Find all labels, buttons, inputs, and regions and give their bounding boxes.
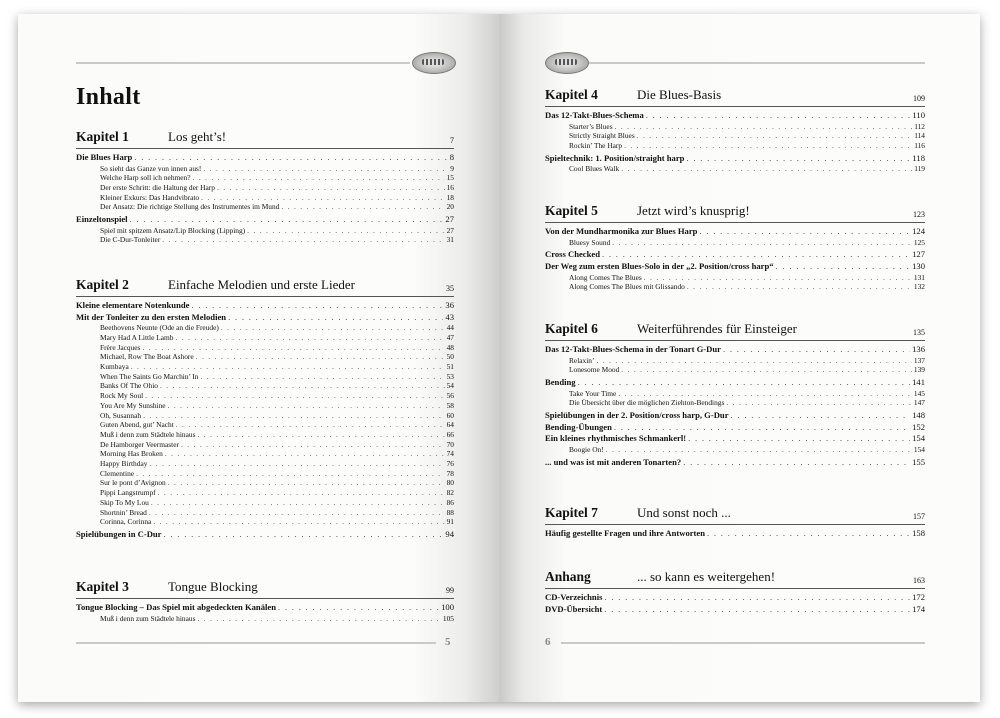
dot-leader xyxy=(726,398,912,407)
entry-page-number: 136 xyxy=(912,344,925,354)
chapter-heading xyxy=(76,274,454,297)
dot-leader xyxy=(151,498,445,507)
toc-subentry xyxy=(100,440,454,450)
dot-leader xyxy=(162,235,444,244)
dot-leader xyxy=(142,343,444,352)
entry-title: Häufig gestellte Fragen und ihre Antworten xyxy=(545,528,706,538)
dot-leader xyxy=(131,362,445,371)
chapter-label: Anhang xyxy=(545,569,591,584)
page-number: 5 xyxy=(445,636,451,648)
entry-page-number: 137 xyxy=(913,355,925,365)
entry-title: Von der Mundharmonika zur Blues Harp xyxy=(545,226,698,236)
chapter-page-number: 163 xyxy=(913,576,925,585)
chapter-page-number: 135 xyxy=(913,328,925,337)
dot-leader xyxy=(143,411,445,420)
entry-title: Clementine xyxy=(100,468,135,478)
entry-title: You Are My Sunshine xyxy=(100,400,166,410)
harmonica-icon xyxy=(412,52,456,74)
toc-section xyxy=(545,344,925,356)
dot-leader xyxy=(686,153,910,163)
chapter-title: Los geht’s! xyxy=(168,129,227,144)
chapter-heading xyxy=(545,318,925,341)
dot-leader xyxy=(687,282,912,291)
dot-leader xyxy=(637,131,912,140)
entry-page-number: 172 xyxy=(912,592,925,602)
left-page xyxy=(18,14,499,702)
entry-title: Die Übersicht über die möglichen Ziehton-Bendings xyxy=(569,398,725,408)
entry-title: Kumbaya xyxy=(100,362,129,371)
entry-page-number: 91 xyxy=(446,517,454,527)
toc-subentry xyxy=(100,449,454,459)
entry-title: Take Your Time xyxy=(569,388,617,398)
dot-leader xyxy=(281,202,444,211)
top-rule xyxy=(589,62,925,64)
entry-page-number: 147 xyxy=(913,398,925,408)
chapter-title: Und sonst noch ... xyxy=(637,505,731,520)
entry-title: Einzeltonspiel xyxy=(76,214,128,225)
dot-leader xyxy=(217,183,445,192)
toc-subentry xyxy=(100,488,454,498)
entry-title: Ein kleines rhythmisches Schmankerl! xyxy=(545,433,687,444)
bottom-rule xyxy=(76,642,436,644)
entry-page-number: 116 xyxy=(914,141,925,150)
chapter-title: Weiterführendes für Einsteiger xyxy=(637,321,797,336)
bottom-rule xyxy=(561,642,925,644)
entry-page-number: 43 xyxy=(445,311,454,322)
toc-subentry xyxy=(569,273,925,283)
dot-leader xyxy=(723,344,910,354)
entry-page-number: 58 xyxy=(446,400,454,410)
dot-leader xyxy=(247,226,444,235)
toc-subentry xyxy=(100,235,454,245)
chapter-label: Kapitel 1 xyxy=(76,129,129,144)
entry-title: Lonesome Mood xyxy=(569,365,620,375)
toc-subentry xyxy=(569,398,925,408)
entry-title: Die C-Dur-Tonleiter xyxy=(100,235,161,245)
toc-subentry xyxy=(569,164,925,174)
chapter-label: Kapitel 4 xyxy=(545,87,598,102)
chapter-label: Kapitel 6 xyxy=(545,321,598,336)
entry-page-number: 60 xyxy=(446,410,454,420)
dot-leader xyxy=(200,372,444,381)
dot-leader xyxy=(134,152,447,162)
entry-page-number: 54 xyxy=(446,381,454,391)
toc-section xyxy=(545,604,925,616)
entry-title: Spiel mit spitzem Ansatz/Lip Blocking (Lipping) xyxy=(100,225,246,235)
entry-page-number: 125 xyxy=(913,237,925,247)
entry-title: When The Saints Go Marchin’ In xyxy=(100,371,199,381)
dot-leader xyxy=(175,333,444,342)
toc-subentry xyxy=(100,478,454,488)
dot-leader xyxy=(621,164,912,173)
dot-leader xyxy=(201,193,444,202)
entry-title: Morning Has Broken xyxy=(100,449,163,459)
chapter-title: ... so kann es weitergehen! xyxy=(637,569,776,584)
entry-page-number: 53 xyxy=(446,371,454,381)
entry-title: Muß i denn zum Städtele hinaus xyxy=(100,613,196,623)
dot-leader xyxy=(160,381,445,390)
dot-leader xyxy=(203,164,448,173)
entry-page-number: 152 xyxy=(912,421,925,432)
chapter-page-number: 7 xyxy=(450,136,454,145)
dot-leader xyxy=(168,478,445,487)
entry-page-number: 131 xyxy=(913,272,925,282)
dot-leader xyxy=(164,529,444,539)
entry-page-number: 80 xyxy=(446,478,454,488)
toc-subentry xyxy=(100,459,454,469)
chapter-page-number: 157 xyxy=(913,512,925,521)
entry-page-number: 48 xyxy=(446,342,454,352)
dot-leader xyxy=(153,517,444,526)
dot-leader xyxy=(683,457,910,467)
toc-section xyxy=(545,249,925,261)
entry-page-number: 9 xyxy=(450,163,454,173)
toc-subentry xyxy=(100,202,454,212)
chapter-title: Einfache Melodien und erste Lieder xyxy=(168,277,355,292)
entry-title: Tongue Blocking – Das Spiel mit abgedeckten Kanälen xyxy=(76,602,276,612)
entry-title: Spielübungen in C-Dur xyxy=(76,528,162,539)
entry-page-number: 114 xyxy=(914,131,925,141)
chapter-page-number: 35 xyxy=(446,284,454,293)
dot-leader xyxy=(197,614,440,623)
entry-page-number: 70 xyxy=(446,439,454,449)
entry-title: Shortnin’ Bread xyxy=(100,507,147,517)
dot-leader xyxy=(688,433,910,443)
open-book xyxy=(18,14,980,702)
chapter-heading xyxy=(545,200,925,223)
dot-leader xyxy=(596,356,911,365)
toc-subentry xyxy=(100,173,454,183)
toc-section xyxy=(545,433,925,445)
toc-subentry xyxy=(569,445,925,455)
toc-section xyxy=(545,153,925,165)
entry-page-number: 51 xyxy=(446,362,454,371)
toc-subentry xyxy=(569,365,925,375)
toc-subentry xyxy=(569,389,925,399)
page-number: 6 xyxy=(545,636,551,648)
dot-leader xyxy=(158,488,445,497)
toc-subentry xyxy=(100,469,454,479)
chapter-label: Kapitel 7 xyxy=(545,505,598,520)
entry-page-number: 141 xyxy=(912,377,925,387)
dot-leader xyxy=(165,449,445,458)
entry-page-number: 16 xyxy=(446,183,454,192)
entry-page-number: 110 xyxy=(912,110,925,120)
dot-leader xyxy=(578,377,911,387)
toc-section xyxy=(545,261,925,273)
entry-page-number: 154 xyxy=(913,444,925,454)
toc-subentry xyxy=(100,372,454,382)
chapter-title: Die Blues-Basis xyxy=(637,87,722,102)
dot-leader xyxy=(193,173,445,182)
dot-leader xyxy=(228,312,443,322)
entry-title: Starter’s Blues xyxy=(569,121,613,131)
entry-page-number: 78 xyxy=(446,468,454,478)
entry-page-number: 145 xyxy=(913,388,925,398)
entry-title: ... und was ist mit anderen Tonarten? xyxy=(545,456,682,467)
entry-title: Das 12-Takt-Blues-Schema in der Tonart G-Dur xyxy=(545,344,721,354)
toc-subentry xyxy=(569,356,925,366)
chapter-page-number: 109 xyxy=(913,94,925,103)
toc-subentry xyxy=(100,323,454,333)
dot-leader xyxy=(278,602,439,612)
entry-title: Corinna, Corinna xyxy=(100,517,152,527)
entry-title: Mit der Tonleiter zu den ersten Melodien xyxy=(76,311,227,322)
entry-title: Along Comes The Blues xyxy=(569,272,642,282)
entry-title: CD-Verzeichnis xyxy=(545,592,603,602)
entry-page-number: 158 xyxy=(912,528,925,538)
entry-title: Muß i denn zum Städtele hinaus xyxy=(100,429,196,439)
dot-leader xyxy=(602,249,910,259)
toc-section xyxy=(76,300,454,312)
entry-title: Cross Checked xyxy=(545,249,600,260)
entry-title: Spielübungen in der 2. Position/cross harp, G-Dur xyxy=(545,410,729,420)
dot-leader xyxy=(731,410,911,420)
entry-title: Welche Harp soll ich nehmen? xyxy=(100,173,191,183)
toc-subentry xyxy=(100,411,454,421)
entry-page-number: 56 xyxy=(446,391,454,401)
toc-section xyxy=(545,592,925,604)
entry-title: Banks Of The Ohio xyxy=(100,381,158,391)
entry-title: De Hamborger Veermaster xyxy=(100,439,179,449)
dot-leader xyxy=(168,401,445,410)
entry-title: Kleine elementare Notenkunde xyxy=(76,300,190,310)
dot-leader xyxy=(624,141,912,150)
toc-subentry xyxy=(100,333,454,343)
toc-subentry xyxy=(569,141,925,151)
toc-section xyxy=(76,602,454,614)
dot-leader xyxy=(606,445,912,454)
dot-leader xyxy=(612,238,912,247)
entry-page-number: 31 xyxy=(446,235,454,245)
toc-right xyxy=(545,84,925,636)
dot-leader xyxy=(196,352,445,361)
entry-page-number: 44 xyxy=(446,323,454,333)
entry-page-number: 50 xyxy=(446,352,454,362)
entry-title: Boogie On! xyxy=(569,444,604,454)
harmonica-icon xyxy=(545,52,589,74)
entry-page-number: 174 xyxy=(912,603,925,614)
entry-title: Bending xyxy=(545,377,576,387)
toc-subentry xyxy=(100,164,454,174)
right-page xyxy=(499,14,980,702)
entry-title: Der Ansatz: Die richtige Stellung des Instrumentes im Mund xyxy=(100,202,280,212)
entry-page-number: 105 xyxy=(442,613,454,623)
entry-title: Das 12-Takt-Blues-Schema xyxy=(545,110,644,120)
toc-subentry xyxy=(100,226,454,236)
entry-page-number: 15 xyxy=(446,173,454,183)
entry-page-number: 132 xyxy=(913,282,925,292)
entry-page-number: 88 xyxy=(446,507,454,517)
dot-leader xyxy=(604,592,910,602)
entry-title: Die Blues Harp xyxy=(76,152,133,162)
entry-title: Pippi Langstrumpf xyxy=(100,488,156,498)
toc-subentry xyxy=(100,614,454,624)
entry-title: Kleiner Exkurs: Das Handvibrato xyxy=(100,192,200,202)
toc-subentry xyxy=(100,381,454,391)
entry-page-number: 27 xyxy=(445,214,454,225)
chapter-heading xyxy=(545,566,925,589)
page-title: Inhalt xyxy=(76,84,141,110)
chapter-label: Kapitel 3 xyxy=(76,579,129,594)
entry-page-number: 94 xyxy=(445,528,454,539)
entry-page-number: 18 xyxy=(446,192,454,202)
toc-subentry xyxy=(100,343,454,353)
dot-leader xyxy=(621,365,912,374)
entry-title: Mary Had A Little Lamb xyxy=(100,332,174,342)
entry-title: Cool Blues Walk xyxy=(569,164,620,174)
entry-page-number: 82 xyxy=(446,488,454,498)
toc-subentry xyxy=(100,401,454,411)
toc-section xyxy=(545,528,925,540)
entry-title: Spieltechnik: 1. Position/straight harp xyxy=(545,152,685,163)
entry-page-number: 139 xyxy=(913,365,925,375)
chapter-heading xyxy=(545,84,925,107)
entry-page-number: 124 xyxy=(912,226,925,236)
entry-title: Der erste Schritt: die Haltung der Harp xyxy=(100,183,215,192)
chapter-heading xyxy=(76,126,454,149)
dot-leader xyxy=(191,300,443,310)
dot-leader xyxy=(221,323,445,332)
toc-subentry xyxy=(100,391,454,401)
entry-page-number: 148 xyxy=(912,410,925,420)
entry-title: Happy Birthday xyxy=(100,459,148,468)
toc-section xyxy=(545,110,925,122)
entry-page-number: 66 xyxy=(446,429,454,439)
entry-page-number: 20 xyxy=(446,202,454,212)
chapter-heading xyxy=(76,576,454,599)
entry-page-number: 27 xyxy=(446,225,454,235)
toc-subentry xyxy=(569,282,925,292)
entry-page-number: 76 xyxy=(446,459,454,468)
chapter-page-number: 123 xyxy=(913,210,925,219)
entry-page-number: 86 xyxy=(446,497,454,507)
dot-leader xyxy=(699,226,910,236)
entry-title: Michael, Row The Boat Ashore xyxy=(100,352,194,362)
entry-page-number: 36 xyxy=(445,300,454,310)
entry-page-number: 112 xyxy=(914,121,925,131)
toc-section xyxy=(545,410,925,422)
entry-title: Along Comes The Blues mit Glissando xyxy=(569,282,685,292)
dot-leader xyxy=(644,273,912,282)
chapter-title: Jetzt wird’s knusprig! xyxy=(637,203,750,218)
toc-subentry xyxy=(569,122,925,132)
toc-section xyxy=(76,152,454,164)
chapter-title: Tongue Blocking xyxy=(168,579,258,594)
chapter-page-number: 99 xyxy=(446,586,454,595)
chapter-label: Kapitel 2 xyxy=(76,277,129,292)
entry-title: DVD-Übersicht xyxy=(545,603,603,614)
dot-leader xyxy=(181,440,445,449)
dot-leader xyxy=(615,122,913,131)
dot-leader xyxy=(197,430,444,439)
entry-title: Oh, Susannah xyxy=(100,410,142,420)
chapter-label: Kapitel 5 xyxy=(545,203,598,218)
dot-leader xyxy=(618,389,912,398)
entry-page-number: 74 xyxy=(446,449,454,459)
toc-section xyxy=(545,457,925,469)
entry-title: Skip To My Lou xyxy=(100,497,149,507)
dot-leader xyxy=(604,604,910,614)
dot-leader xyxy=(646,110,911,120)
entry-page-number: 100 xyxy=(441,602,454,612)
toc-section xyxy=(545,422,925,434)
dot-leader xyxy=(176,420,445,429)
dot-leader xyxy=(149,508,445,517)
entry-page-number: 154 xyxy=(912,433,925,444)
entry-page-number: 8 xyxy=(449,152,454,162)
top-rule xyxy=(76,62,410,64)
toc-section xyxy=(76,529,454,541)
dot-leader xyxy=(776,261,911,271)
toc-subentry xyxy=(100,362,454,372)
entry-title: Guten Abend, gut’ Nacht xyxy=(100,420,174,430)
entry-title: Rockin’ The Harp xyxy=(569,141,623,150)
entry-title: Bending-Übungen xyxy=(545,421,612,432)
entry-page-number: 130 xyxy=(912,260,925,271)
entry-title: Relaxin’ xyxy=(569,355,595,365)
entry-title: Beethovens Neunte (Ode an die Freude) xyxy=(100,323,219,333)
toc-section xyxy=(545,226,925,238)
toc-subentry xyxy=(569,131,925,141)
entry-page-number: 64 xyxy=(446,420,454,430)
toc-subentry xyxy=(100,498,454,508)
toc-subentry xyxy=(100,183,454,193)
toc-section xyxy=(76,312,454,324)
entry-title: Rock My Soul xyxy=(100,391,144,401)
entry-title: Sur le pont d’Avignon xyxy=(100,478,166,488)
dot-leader xyxy=(149,459,444,468)
toc-section xyxy=(545,377,925,389)
toc-left xyxy=(76,126,454,636)
toc-subentry xyxy=(569,238,925,248)
toc-subentry xyxy=(100,352,454,362)
entry-title: Frère Jacques xyxy=(100,342,141,352)
toc-subentry xyxy=(100,420,454,430)
entry-title: Bluesy Sound xyxy=(569,237,611,247)
dot-leader xyxy=(614,422,910,432)
entry-page-number: 155 xyxy=(912,456,925,467)
entry-title: So sieht das Ganze von innen aus! xyxy=(100,163,202,173)
entry-title: Strictly Straight Blues xyxy=(569,131,635,141)
entry-title: Der Weg zum ersten Blues-Solo in der „2. Position/cross harp“ xyxy=(545,260,774,271)
dot-leader xyxy=(145,391,444,400)
entry-page-number: 127 xyxy=(912,249,925,260)
toc-section xyxy=(76,214,454,226)
dot-leader xyxy=(136,469,445,478)
entry-page-number: 119 xyxy=(914,164,925,174)
toc-subentry xyxy=(100,193,454,203)
dot-leader xyxy=(130,214,444,224)
toc-subentry xyxy=(100,517,454,527)
toc-subentry xyxy=(100,430,454,440)
entry-page-number: 47 xyxy=(446,332,454,342)
entry-page-number: 118 xyxy=(912,152,925,163)
chapter-heading xyxy=(545,502,925,525)
dot-leader xyxy=(707,528,910,538)
toc-subentry xyxy=(100,508,454,518)
